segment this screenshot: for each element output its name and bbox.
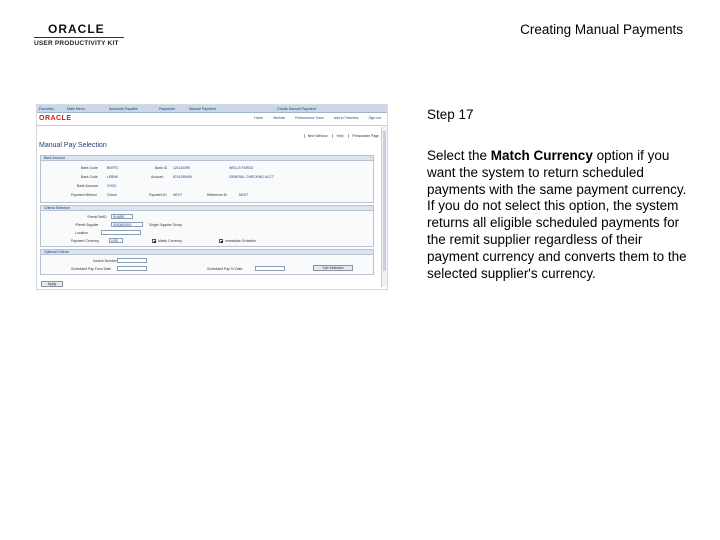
field-value: Check (107, 193, 117, 197)
sub-selection-button[interactable]: Sub-Selection (313, 265, 353, 271)
field-label: Invoice Number (93, 259, 117, 263)
field-value: GENERAL CHECKING ACCT (229, 175, 274, 179)
page-link[interactable]: Personalize Page (348, 134, 379, 138)
nav-item[interactable]: Create Manual Payment (277, 107, 316, 111)
immediate-schedule-checkbox[interactable] (219, 239, 223, 243)
field-label: Location (75, 231, 88, 235)
app-header (37, 113, 387, 126)
header-link[interactable]: Worklist (273, 116, 286, 120)
header-link[interactable]: Add to Favorites (333, 116, 359, 120)
field-value: NEXT (173, 193, 183, 197)
field-value: 8741295409 (173, 175, 192, 179)
step-number: Step 17 (427, 107, 474, 122)
oracle-logo-word: ORACLE (48, 22, 105, 36)
field-label: Scheduled Pay From Date (71, 267, 111, 271)
nav-item[interactable]: Accounts Payable (109, 107, 138, 111)
remit-setid-input[interactable]: SHARE (111, 214, 133, 219)
field-label: Reference ID (207, 193, 227, 197)
optional-criteria-section (40, 249, 374, 275)
header-links (245, 116, 381, 120)
remit-supplier-input[interactable]: 0000000001 (111, 222, 143, 227)
bank-account-section (40, 155, 374, 203)
scrollbar-thumb[interactable] (383, 131, 386, 271)
to-date-input[interactable] (255, 266, 285, 271)
field-label: *Remit Supplier (75, 223, 99, 227)
field-label: Bank ID (155, 166, 168, 170)
section-header: Bank Account (41, 156, 373, 161)
header-link[interactable]: Performance Trace (295, 116, 324, 120)
field-label: Account (151, 175, 164, 179)
logo-divider (34, 37, 124, 38)
field-label: Bank Account (77, 184, 98, 188)
field-label: Payment Currency (71, 239, 100, 243)
nav-item[interactable]: Main Menu (67, 107, 85, 111)
field-label: Single Supplier Group (149, 223, 183, 227)
field-label: Payment ID (149, 193, 167, 197)
highlight-match-currency: Match Currency (490, 148, 593, 163)
page-title: Creating Manual Payments (520, 22, 683, 37)
app-logo: ORACLE (39, 115, 72, 122)
nav-item[interactable]: Manual Payment (189, 107, 216, 111)
section-header: Criteria Selection (41, 206, 373, 211)
application-screenshot (36, 104, 388, 290)
checkbox-label: Immediate Schedule (225, 239, 256, 243)
nav-item[interactable]: Favorites (39, 107, 54, 111)
breadcrumb (37, 105, 387, 113)
field-label: Scheduled Pay To Date (207, 267, 243, 271)
payment-currency-input[interactable]: USD (109, 238, 123, 243)
page-link[interactable]: Help (332, 134, 343, 138)
field-value: NEXT (239, 193, 249, 197)
header-link[interactable]: Home (254, 116, 264, 120)
logo-subtitle: USER PRODUCTIVITY KIT (34, 40, 119, 47)
field-label: Bank Code (81, 175, 98, 179)
field-label: Bank Code (81, 166, 98, 170)
scrollbar[interactable] (381, 127, 387, 287)
field-value: LEBNK (107, 175, 119, 179)
field-value: 121140399 (173, 166, 190, 170)
page-link[interactable]: New Window (304, 134, 328, 138)
field-label: Payment Method (71, 193, 97, 197)
oracle-upk-logo (34, 22, 126, 48)
field-value: BNTFC (107, 166, 119, 170)
apply-button[interactable]: Apply (41, 281, 63, 287)
page-links (300, 134, 379, 138)
header-link[interactable]: Sign out (368, 116, 381, 120)
invoice-number-input[interactable] (117, 258, 147, 263)
step-description: Select the Match Currency option if you want the system to return scheduled payments with the same payment currency. If you do not select this option, the system returns all eligible scheduled payments for the remit supplier regardless of their payment currency and converts them to the selected supplier's currency. (427, 148, 687, 281)
checkbox-label: Match Currency (158, 239, 182, 243)
field-value: CHCK (107, 184, 117, 188)
nav-item[interactable]: Payments (159, 107, 175, 111)
location-input[interactable] (101, 230, 141, 235)
app-page-title: Manual Pay Selection (39, 142, 107, 149)
field-value: WELLS FARGO (229, 166, 254, 170)
section-header: Optional Criteria (41, 250, 373, 255)
match-currency-checkbox[interactable] (152, 239, 156, 243)
criteria-section (40, 205, 374, 247)
field-label: *Remit SetID (87, 215, 107, 219)
from-date-input[interactable] (117, 266, 147, 271)
